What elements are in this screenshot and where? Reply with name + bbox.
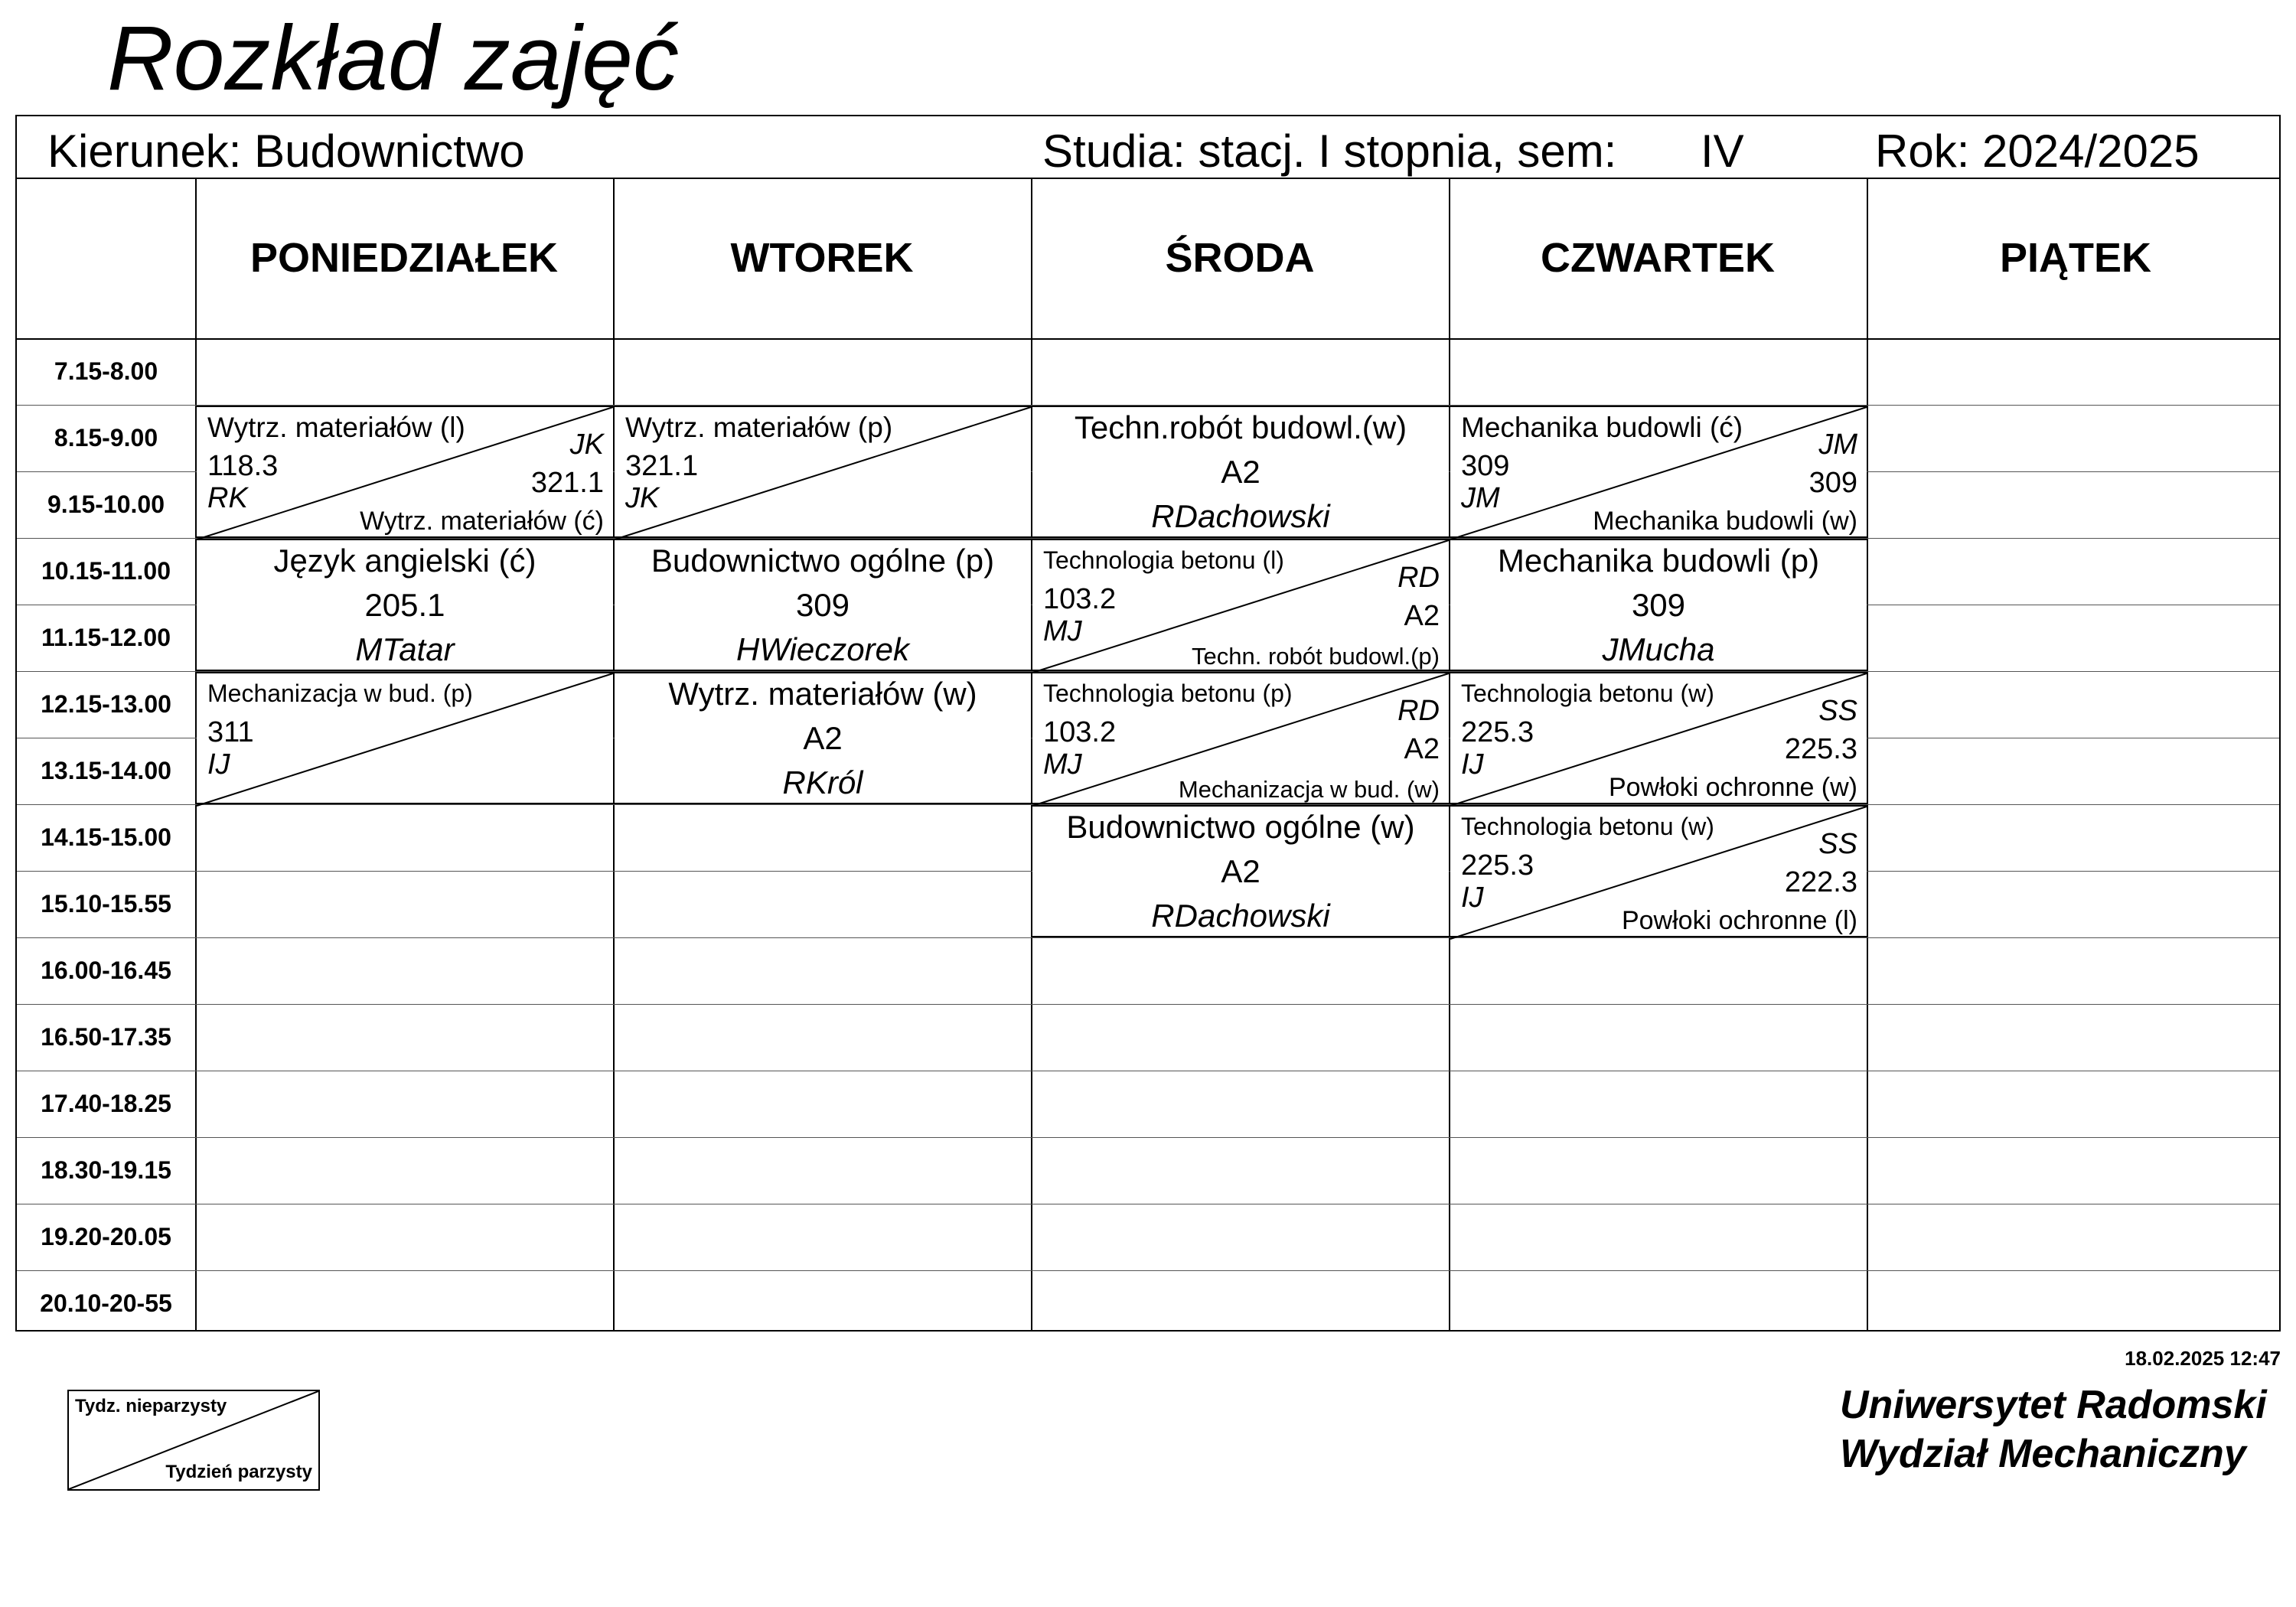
even-week-room: 309 — [1808, 467, 1857, 499]
class-teacher: MTatar — [355, 631, 455, 667]
odd-week-room: 311 — [207, 716, 254, 748]
row-divider — [17, 1004, 2279, 1005]
even-week-room: 225.3 — [1784, 733, 1857, 765]
time-slot: 18.30-19.15 — [41, 1156, 171, 1184]
time-slot: 19.20-20.05 — [41, 1222, 171, 1250]
time-slot: 11.15-12.00 — [41, 623, 171, 651]
class-block[interactable] — [615, 539, 1031, 671]
odd-week-teacher: JM — [1461, 482, 1500, 514]
even-week-room: 222.3 — [1784, 866, 1857, 898]
class-block[interactable] — [1032, 672, 1449, 804]
kierunek-label: Kierunek: Budownictwo — [47, 125, 525, 177]
odd-week-teacher: JK — [625, 482, 660, 514]
time-slot: 16.00-16.45 — [41, 956, 171, 984]
class-teacher: RDachowski — [1151, 897, 1330, 934]
class-subject: Budownictwo ogólne (w) — [1066, 808, 1415, 845]
time-slot: 12.15-13.00 — [41, 689, 171, 718]
even-week-subject: Mechanika budowli (w) — [1593, 507, 1857, 536]
even-week-teacher: JK — [569, 429, 604, 461]
class-block[interactable] — [615, 672, 1031, 804]
row-divider — [17, 937, 2279, 938]
class-block[interactable] — [1032, 539, 1449, 671]
odd-week-label: Tydz. nieparzysty — [75, 1396, 227, 1416]
class-block[interactable] — [615, 406, 1031, 538]
class-subject: Język angielski (ć) — [273, 542, 536, 579]
class-teacher: HWieczorek — [736, 631, 909, 667]
odd-week-subject: Technologia betonu (w) — [1461, 813, 1714, 840]
even-week-subject: Powłoki ochronne (l) — [1621, 906, 1857, 935]
time-slot: 7.15-8.00 — [54, 357, 158, 385]
odd-week-room: 118.3 — [207, 450, 279, 482]
class-room: A2 — [803, 719, 843, 756]
class-block[interactable] — [1032, 406, 1449, 538]
time-slot: 10.15-11.00 — [41, 556, 171, 585]
odd-week-subject: Mechanika budowli (ć) — [1461, 412, 1743, 443]
class-block[interactable] — [1450, 805, 1867, 937]
even-week-room: A2 — [1404, 733, 1440, 765]
class-room: A2 — [1221, 453, 1261, 490]
odd-week-room: 103.2 — [1043, 716, 1117, 748]
row-divider — [17, 1270, 2279, 1271]
time-slot: 16.50-17.35 — [41, 1022, 171, 1051]
odd-week-teacher: IJ — [207, 748, 230, 781]
class-block[interactable] — [197, 539, 613, 671]
odd-week-room: 225.3 — [1461, 716, 1534, 748]
time-slot: 20.10-20-55 — [40, 1289, 172, 1317]
time-slot: 15.10-15.55 — [41, 889, 171, 918]
class-room: 205.1 — [364, 586, 445, 623]
class-teacher: RDachowski — [1151, 497, 1330, 534]
page-title: Rozkład zajęć — [107, 7, 680, 109]
odd-week-subject: Wytrz. materiałów (l) — [207, 412, 465, 443]
schedule-table — [15, 115, 2281, 1332]
even-week-teacher: SS — [1818, 695, 1857, 727]
even-week-teacher: RD — [1397, 695, 1440, 727]
day-header: CZWARTEK — [1541, 235, 1775, 281]
class-block[interactable] — [1450, 672, 1867, 804]
odd-week-teacher: IJ — [1461, 882, 1484, 914]
odd-week-room: 103.2 — [1043, 583, 1117, 615]
class-room: 309 — [795, 586, 850, 623]
even-week-subject: Mechanizacja w bud. (w) — [1178, 776, 1440, 803]
class-room: A2 — [1221, 852, 1261, 889]
odd-week-teacher: MJ — [1043, 615, 1082, 647]
class-block[interactable] — [1032, 805, 1449, 937]
day-header-divider — [17, 338, 2279, 340]
time-slot: 8.15-9.00 — [54, 423, 158, 451]
timestamp: 18.02.2025 12:47 — [2125, 1347, 2281, 1370]
even-week-subject: Powłoki ochronne (w) — [1608, 773, 1857, 802]
column-divider — [1867, 178, 1868, 1330]
odd-week-subject: Wytrz. materiałów (p) — [625, 412, 893, 443]
odd-week-teacher: IJ — [1461, 748, 1484, 781]
studia-label: Studia: stacj. I stopnia, sem: — [1042, 125, 1617, 177]
even-week-subject: Techn. robót budowl.(p) — [1192, 643, 1440, 670]
odd-week-room: 225.3 — [1461, 849, 1534, 882]
odd-week-subject: Mechanizacja w bud. (p) — [207, 680, 473, 707]
even-week-room: 321.1 — [530, 467, 604, 499]
odd-week-subject: Technologia betonu (p) — [1043, 680, 1293, 707]
time-slot: 14.15-15.00 — [41, 823, 171, 851]
even-week-subject: Wytrz. materiałów (ć) — [360, 507, 604, 536]
odd-week-teacher: RK — [207, 482, 248, 514]
even-week-room: A2 — [1404, 600, 1440, 632]
time-slot: 17.40-18.25 — [41, 1089, 171, 1117]
university-name: Uniwersytet Radomski — [1840, 1383, 2267, 1427]
class-subject: Wytrz. materiałów (w) — [668, 675, 977, 712]
odd-week-room: 309 — [1461, 450, 1510, 482]
semester-value: IV — [1701, 125, 1744, 177]
week-legend — [67, 1390, 320, 1491]
odd-week-room: 321.1 — [625, 450, 699, 482]
even-week-teacher: SS — [1818, 828, 1857, 860]
day-header: PIĄTEK — [1999, 235, 2152, 281]
class-subject: Mechanika budowli (p) — [1497, 542, 1820, 579]
class-block[interactable] — [197, 672, 613, 804]
even-week-teacher: RD — [1397, 562, 1440, 594]
day-header: PONIEDZIAŁEK — [249, 235, 559, 281]
even-week-label: Tydzień parzysty — [165, 1462, 312, 1482]
class-block[interactable] — [1450, 539, 1867, 671]
class-teacher: RKról — [782, 764, 863, 800]
class-subject: Budownictwo ogólne (p) — [651, 542, 995, 579]
class-subject: Techn.robót budowl.(w) — [1074, 409, 1407, 445]
day-header: WTOREK — [730, 235, 914, 281]
faculty-name: Wydział Mechaniczny — [1840, 1432, 2246, 1476]
class-teacher: JMucha — [1602, 631, 1715, 667]
day-header: ŚRODA — [1165, 235, 1315, 281]
even-week-teacher: JM — [1818, 429, 1857, 461]
rok-label: Rok: 2024/2025 — [1875, 125, 2200, 177]
odd-week-subject: Technologia betonu (l) — [1043, 546, 1284, 574]
time-slot: 13.15-14.00 — [41, 756, 171, 784]
row-divider — [17, 1137, 2279, 1138]
odd-week-teacher: MJ — [1043, 748, 1082, 781]
time-slot: 9.15-10.00 — [47, 490, 165, 518]
class-block[interactable] — [1450, 406, 1867, 538]
class-block[interactable] — [197, 406, 613, 538]
odd-week-subject: Technologia betonu (w) — [1461, 680, 1714, 707]
class-room: 309 — [1631, 586, 1686, 623]
